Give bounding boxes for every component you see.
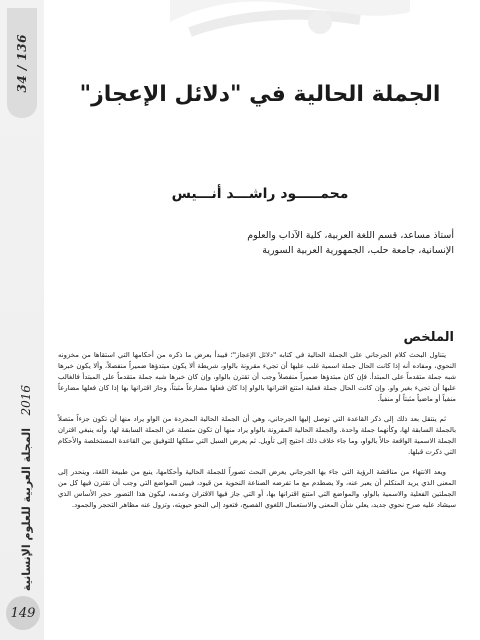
page-number-badge [6, 596, 40, 630]
watermark-logo [170, 0, 410, 70]
abstract-body [58, 350, 456, 520]
affiliation-line: الإنسانية، جامعة حلب، الجمهورية العربية السورية [262, 245, 454, 256]
article-title: الجملة الحالية في "دلائل الإعجاز" [79, 82, 441, 107]
abstract-heading: الملخص [403, 330, 454, 345]
page-number: 149 [10, 605, 36, 621]
year-label: 2016 [19, 384, 33, 416]
affiliation-line: أستاذ مساعد، قسم اللغة العربية، كلية الآداب والعلوم [247, 230, 454, 241]
abstract-paragraph: ويعد الانتهاء من مناقشة الرؤية التي جاء بها الجرجاني يعرض البحث تصوراً للجملة الحالية وأحكامها، ينبع من طبيعة اللغة، وينحدر إلى المعنى الذي يريد المتكلم أن يعبر عنه، ولا يصطدم مع ما تفرضه الصناعة النحوية من قيود، فيبين المواضع التي وجب أن تقترن فيها كل من الجملتين الفعلية والاسمية بالواو، والمواضع التي امتنع اقترانها بها، أو التي جاز فيها الاقتران وعدمه، ليكون هذا التصور حجر الأساس الذي سيشاد عليه صرح نحوي جديد، يعلي شأن المعنى والاستعمال اللغوي الفصيح، فتعود إلى النحو حيويته، وتزول عنه مظاهر التحجر والجمود. [58, 468, 456, 509]
abstract-paragraph: يتناول البحث كلام الجرجاني على الجملة الحالية في كتابه "دلائل الإعجاز"؛ فيبدأ بعرض ما ذكره من أحكامها التي استقاها من مخزونه النحوي، ومفاده أنه إذا كانت الحال جملة اسمية غلب عليها أن تجيء مقرونة بالواو، شريطة ألا يكون مبتدؤها ضميراً منفصلاً، وألا يكون خبرها شبه جملة متقدماً على المبتدأ. فإن كان مبتدؤها ضميراً منفصلاً وجب أن تقترن بالواو، وإن كان خبرها شبه جملة متقدماً على المبتدأ فالغالب عليها أن تجيء بغير واو. وإن كانت الحال جملة فعلية امتنع اقترانها بالواو إذا كان فعلها مضارعاً مثبتاً، وجاز اقترانها بها إذا كان فعلها مضارعاً منفياً أو ماضياً مثبتاً أو منفياً. [58, 351, 456, 403]
issue-number: 34 / 136 [15, 33, 29, 93]
journal-name: المجلة العربية للعلوم الإنسانية [19, 428, 33, 592]
author-affiliation [200, 228, 454, 258]
author-name: محمـــــود راشـــد أنـــيس [171, 186, 349, 202]
abstract-paragraph: ثم ينتقل بعد ذلك إلى ذكر القاعدة التي توصل إليها الجرجاني، وهي أن الجملة الحالية المجردة من الواو يراد منها أن تكون جزءاً متصلاً بالجملة السابقة لها، وكأنهما جملة واحدة. والجملة الحالية المقرونة بالواو يراد منها أن تكون متصلة عن الجملة السابقة لها، وأنه ينبغي اقتران الجملة الاسمية الواقعة حالاً بالواو، وما جاء خلاف ذلك احتيج إلى تأويل. ثم يعرض السبل التي سلكها للتوفيق بين القاعدة المستخلصة والأحكام التي ذكرت قبلها. [58, 415, 456, 456]
issue-badge [7, 8, 37, 118]
margin-strip [0, 0, 44, 640]
